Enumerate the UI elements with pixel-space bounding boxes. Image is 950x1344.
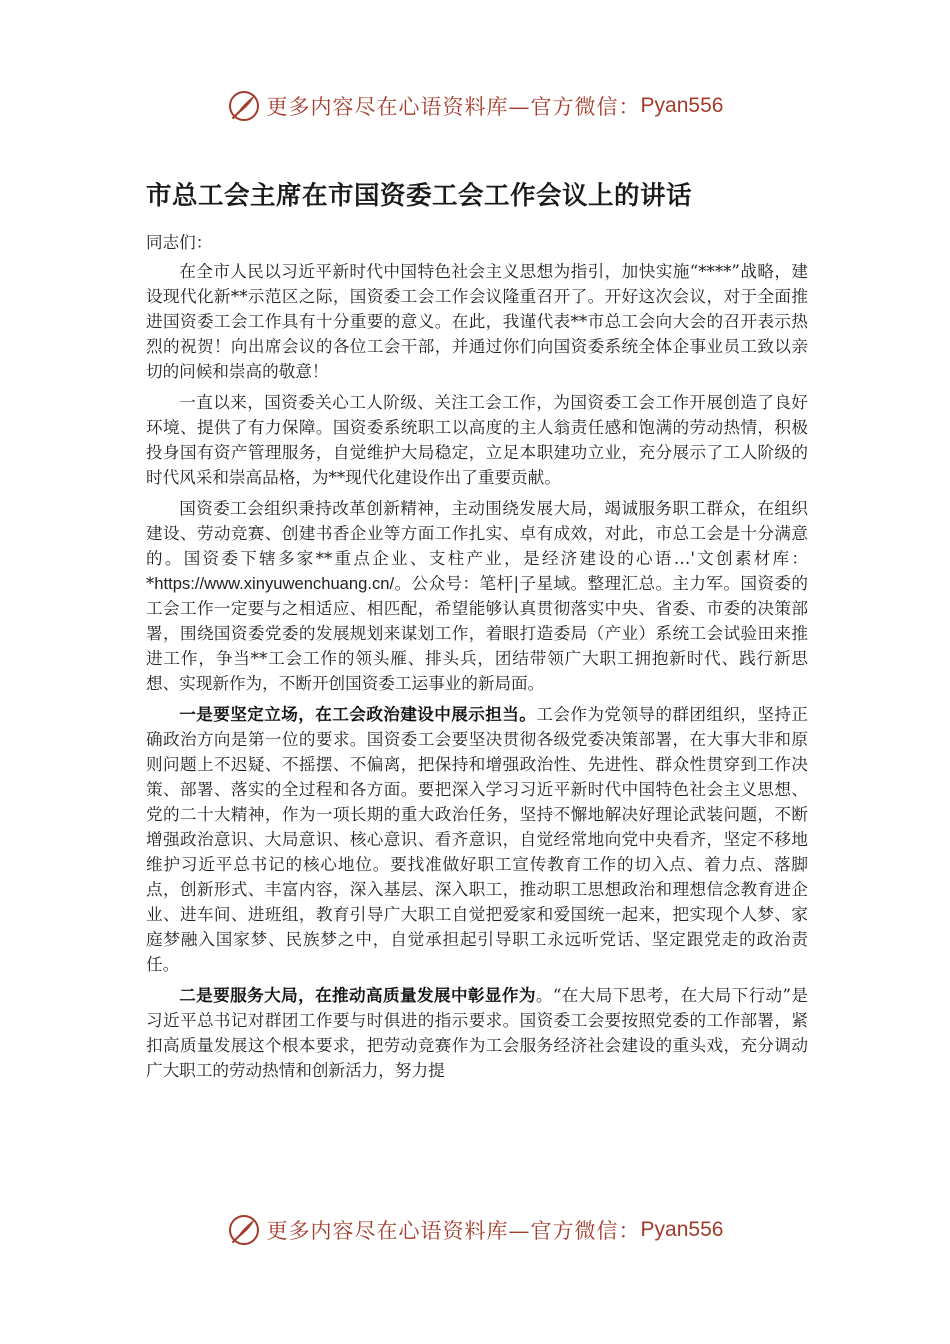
banner-text: 更多内容尽在心语资料库—官方微信： (266, 1219, 641, 1243)
banner-text: 更多内容尽在心语资料库—官方微信： (266, 95, 641, 119)
banner-wechat-id: Pyan556 (640, 94, 724, 117)
paragraph-5-body: 。“在大局下思考，在大局下行动”是习近平总书记对群团工作要与时俱进的指示要求。国资委工会要按照党委的工作部署，紧扣高质量发展这个根本要求，把劳动竞赛作为工会服务经济社会建设的重头戏，充分调动广大职工的劳动热情和创新活力，努力提 (146, 986, 809, 1080)
paragraph-4-heading: 一是要坚定立场，在工会政治建设中展示担当。 (179, 704, 537, 724)
watermark-url: https://www.xinyuwenchuang.cn/ (154, 574, 395, 593)
quill-pen-logo-icon (227, 1213, 261, 1247)
paragraph-1: 在全市人民以习近平新时代中国特色社会主义思想为指引，加快实施“****”战略，建设现代化新**示范区之际，国资委工会工作会议隆重召开了。开好这次会议，对于全面推进国资委工会工作具有十分重要的意义。在此，我谨代表**市总工会向大会的召开表示热烈的祝贺！向出席会议的各位工会干部，并通过你们向国资委系统全体企事业员工致以亲切的问候和崇高的敬意！ (146, 262, 808, 381)
paragraph-4 (146, 702, 808, 977)
paragraph-4-body: 工会作为党领导的群团组织，坚持正确政治方向是第一位的要求。国资委工会要坚决贯彻各级党委决策部署，在大事大非和原则问题上不迟疑、不摇摆、不偏离，把保持和增强政治性、先进性、群众性贯穿到工作决策、部署、落实的全过程和各方面。要把深入学习习近平新时代中国特色社会主义思想、党的二十大精神，作为一项长期的重大政治任务，坚持不懈地解决好理论武装问题，不断增强政治意识、大局意识、核心意识、看齐意识，自觉经常地向党中央看齐，坚定不移地维护习近平总书记的核心地位。要找准做好职工宣传教育工作的切入点、着力点、落脚点，创新形式、丰富内容，深入基层、深入职工，推动职工思想政治和理想信念教育进企业、进车间、进班组，教育引导广大职工自觉把爱家和爱国统一起来，把实现个人梦、家庭梦融入国家梦、民族梦之中，自觉承担起引导职工永远听党话、坚定跟党走的政治责任。 (146, 705, 809, 974)
paragraph-5-heading: 二是要服务大局，在推动高质量发展中彰显作为 (179, 985, 536, 1005)
header-banner (0, 86, 950, 126)
quill-pen-logo-icon (227, 89, 261, 123)
paragraph-5 (146, 983, 808, 1083)
paragraph-3 (146, 496, 808, 696)
document-title: 市总工会主席在市国资委工会工作会议上的讲话 (146, 181, 693, 211)
banner-wechat-id: Pyan556 (640, 1218, 724, 1241)
paragraph-3-text-a: 国资委工会组织秉持改革创新精神，主动围绕发展大局，竭诚服务职工群众，在组织建设、劳动竞赛、创建书香企业等方面工作扎实、卓有成效，对此，市总工会是十分满意的。国资委下辖多家**重点企业、支柱产业，是经济建设的心语…'文创素材库：* (146, 499, 808, 593)
footer-banner (0, 1210, 950, 1250)
paragraph-2: 一直以来，国资委关心工人阶级、关注工会工作，为国资委工会工作开展创造了良好环境、提供了有力保障。国资委系统职工以高度的主人翁责任感和饱满的劳动热情，积极投身国有资产管理服务，自觉维护大局稳定，立足本职建功立业，充分展示了工人阶级的时代风采和崇高品格，为**现代化建设作出了重要贡献。 (146, 393, 808, 487)
salutation: 同志们： (146, 233, 213, 252)
paragraph-3-text-b: 。公众号：笔杆|子星域。整理汇总。主力军。国资委的工会工作一定要与之相适应、相匹配，希望能够认真贯彻落实中央、省委、市委的决策部署，围绕国资委党委的发展规划来谋划工作，着眼打造委局（产业）系统工会试验田来推进工作，争当**工会工作的领头雁、排头兵，团结带领广大职工拥抱新时代、践行新思想、实现新作为，不断开创国资委工运事业的新局面。 (146, 574, 808, 693)
document-body (146, 230, 808, 1089)
